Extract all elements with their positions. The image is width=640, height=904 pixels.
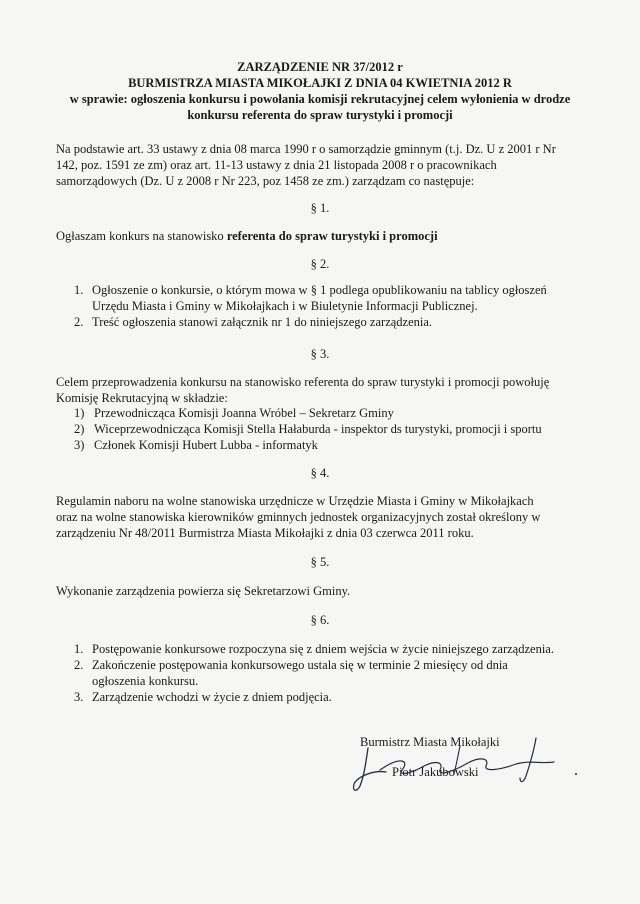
section-6-item-2 [0, 657, 640, 689]
item-text-line1: Treść ogłoszenia stanowi załącznik nr 1 do niniejszego zarządzenia. [92, 315, 433, 329]
committee-member-1 [0, 405, 640, 421]
section-6-item-1 [0, 641, 640, 657]
section-3-line1: Celem przeprowadzenia konkursu na stanowisko referenta do spraw turystyki i promocji powołuję [56, 375, 550, 389]
section-3-line2: Komisję Rekrutacyjną w składzie: [56, 391, 228, 405]
signature-title: Burmistrz Miasta Mikołajki [360, 735, 500, 749]
section-6-title: § 6. [310, 613, 330, 627]
signature-name: Piotr Jakubowski [392, 765, 479, 779]
item-text-line2: ogłoszenia konkursu. [92, 674, 199, 688]
section-3-title: § 3. [310, 347, 330, 361]
item-number: 1. [74, 283, 84, 297]
item-text-line1: Ogłoszenie o konkursie, o którym mowa w § 1 podlega opublikowaniu na tablicy ogłoszeń [92, 283, 547, 297]
section-4-line3: zarządzeniu Nr 48/2011 Burmistrza Miasta Mikołajki z dnia 03 czerwca 2011 roku. [56, 526, 474, 540]
section-2-item-1 [0, 282, 640, 314]
item-text-line1: Zakończenie postępowania konkursowego ustala się w terminie 2 miesięcy od dnia [92, 658, 508, 672]
handwritten-signature [340, 726, 590, 806]
member-text: Przewodnicząca Komisji Joanna Wróbel – Sekretarz Gminy [94, 406, 394, 420]
member-text: Członek Komisji Hubert Lubba - informatyk [94, 438, 318, 452]
section-1-text-pre: Ogłaszam konkurs na stanowisko [56, 229, 227, 243]
doc-issuer: BURMISTRZA MIASTA MIKOŁAJKI Z DNIA 04 KWIETNIA 2012 R [128, 76, 512, 90]
doc-title: ZARZĄDZENIE NR 37/2012 r [237, 60, 403, 74]
item-number: 1. [74, 642, 84, 656]
item-text-line2: Urzędu Miasta i Gminy w Mikołajkach i w Biuletynie Informacji Publicznej. [92, 299, 478, 313]
member-text: Wiceprzewodnicząca Komisji Stella Hałaburda - inspektor ds turystyki, promocji i sportu [94, 422, 542, 436]
section-4-line2: oraz na wolne stanowiska kierowników gminnych jednostek organizacyjnych został określony w [56, 510, 541, 524]
section-4-line1: Regulamin naboru na wolne stanowiska urzędnicze w Urzędzie Miasta i Gminy w Mikołajkach [56, 494, 534, 508]
section-1-title: § 1. [310, 201, 330, 215]
doc-subject-line2: konkursu referenta do spraw turystyki i promocji [187, 108, 453, 122]
item-number: 2. [74, 658, 84, 672]
section-2-item-2 [0, 314, 640, 330]
preamble-line3: samorządowych (Dz. U z 2008 r Nr 223, poz 1458 ze zm.) zarządzam co następuje: [56, 174, 475, 188]
committee-member-2 [0, 421, 640, 437]
section-6-item-3 [0, 689, 640, 705]
item-text-line1: Zarządzenie wchodzi w życie z dniem podjęcia. [92, 690, 332, 704]
doc-subject-line1: w sprawie: ogłoszenia konkursu i powołania komisji rekrutacyjnej celem wyłonienia w drodze [69, 92, 571, 106]
committee-member-3 [0, 437, 640, 453]
preamble-line2: 142, poz. 1591 ze zm) oraz art. 11-13 ustawy z dnia 21 listopada 2008 r o pracownikach [56, 158, 497, 172]
item-number: 2. [74, 315, 84, 329]
section-5-text: Wykonanie zarządzenia powierza się Sekretarzowi Gminy. [56, 584, 351, 598]
item-text-line1: Postępowanie konkursowe rozpoczyna się z dniem wejścia w życie niniejszego zarządzenia. [92, 642, 554, 656]
member-number: 3) [74, 438, 85, 452]
section-5-title: § 5. [310, 555, 330, 569]
member-number: 2) [74, 422, 85, 436]
item-number: 3. [74, 690, 84, 704]
member-number: 1) [74, 406, 85, 420]
section-2-title: § 2. [310, 257, 330, 271]
section-1-position: referenta do spraw turystyki i promocji [226, 229, 438, 243]
section-4-title: § 4. [310, 466, 330, 480]
preamble-line1: Na podstawie art. 33 ustawy z dnia 08 marca 1990 r o samorządzie gminnym (t.j. Dz. U z 2001 r Nr [56, 142, 556, 156]
section-1-text [56, 228, 584, 244]
